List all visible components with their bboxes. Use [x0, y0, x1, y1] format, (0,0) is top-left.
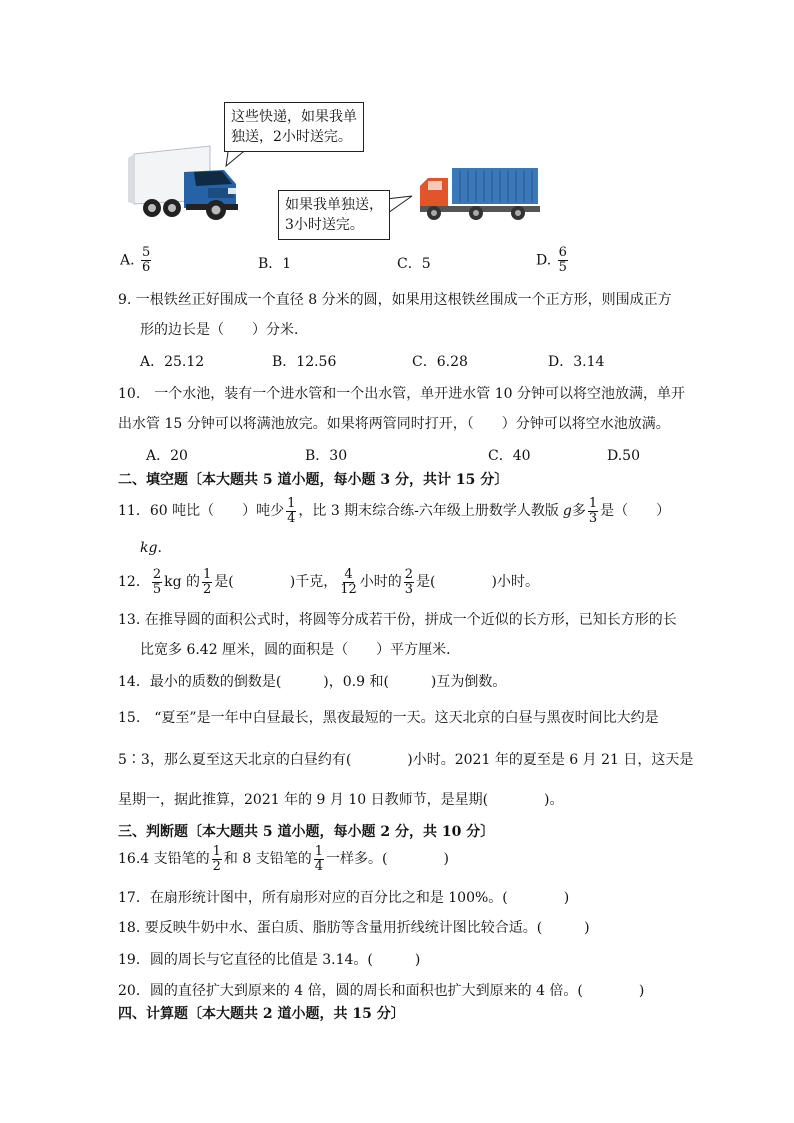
q8-option-a[interactable]: [120, 246, 153, 275]
q11-unit-g: g: [562, 503, 572, 519]
q16-text-c: 一样多。( ): [326, 851, 449, 867]
q17: 17．在扇形统计图中，所有扇形对应的百分比之和是 100%。( ): [118, 890, 570, 906]
q10-option-d[interactable]: D.50: [607, 448, 640, 464]
q11-text-2: ，比 3 期末综合练-六年级上册数学人教版: [298, 503, 559, 519]
bubble-left-line-1: 这些快递，如果我单: [231, 109, 357, 125]
q16-text-a: 16.4 支铅笔的: [118, 851, 210, 867]
q12: [118, 566, 539, 598]
q9-option-d[interactable]: D．3.14: [548, 354, 605, 370]
option-value: 5: [421, 256, 431, 272]
option-label: A.: [120, 252, 135, 269]
container-truck-illustration: [418, 166, 542, 222]
section-2-heading: 二、填空题〔本大题共 5 道小题，每小题 3 分，共计 15 分〕: [118, 472, 509, 488]
q12-text-a: kg 的: [164, 574, 201, 590]
q9-option-a[interactable]: A．25.12: [140, 354, 205, 370]
fraction: $\frac{1}{4}$: [287, 495, 296, 526]
q9-option-c[interactable]: C．6.28: [412, 354, 468, 370]
fraction: $\frac{1}{4}$: [314, 843, 323, 874]
fraction: $\frac{1}{3}$: [588, 495, 598, 526]
q10-line-1: 10. 一个水池，装有一个进水管和一个出水管，单开进水管 10 分钟可以将空池放满，单开: [118, 386, 685, 402]
bubble-right-line-2: 3小时送完。: [285, 217, 364, 233]
q16: [118, 844, 449, 874]
q12-text-c: 小时的: [359, 574, 402, 590]
q11-text-3: 多: [571, 503, 586, 519]
option-label: D.: [536, 252, 552, 269]
q11-unit-kg: kg: [140, 540, 158, 556]
section-3-heading: 三、判断题〔本大题共 5 道小题，每小题 2 分，共 10 分〕: [118, 824, 495, 840]
q15-line-1: 15. “夏至”是一年中白昼最长，黑夜最短的一天。这天北京的白昼与黑夜时间比大约是: [118, 710, 659, 726]
fraction: $\frac{2}{3}$: [404, 566, 414, 597]
q11: [118, 496, 670, 526]
q8-option-b[interactable]: [258, 254, 291, 274]
q15-line-2: 5∶3，那么夏至这天北京的白昼约有( )小时。2021 年的夏至是 6 月 21 日，这天是: [118, 752, 694, 768]
q12-text-d: 是( )小时。: [416, 574, 539, 590]
bubble-left-line-2: 独送，2小时送完。: [231, 129, 352, 145]
q10-line-2: 出水管 15 分钟可以将满池放完。如果将两管同时打开，（ ）分钟可以将空水池放满。: [118, 416, 670, 432]
bubble-right-line-1: 如果我单独送，: [285, 197, 383, 213]
q11-unit: [140, 538, 162, 558]
option-value: 1: [282, 256, 292, 272]
q11-unit-end: .: [157, 540, 162, 556]
q13-line-2: 比宽多 6.42 厘米，圆的面积是（ ）平方厘米．: [140, 642, 461, 658]
fraction: $\frac{2}{5}$: [152, 566, 162, 597]
q15-line-3: 星期一，据此推算，2021 年的 9 月 10 日教师节，是星期( )。: [118, 792, 564, 808]
q11-text-1: 11．60 吨比（ ）吨少: [118, 503, 285, 519]
speech-bubble-left: [224, 102, 364, 152]
q20: 20．圆的直径扩大到原来的 4 倍，圆的周长和面积也扩大到原来的 4 倍。( ): [118, 983, 645, 999]
speech-bubble-right: [278, 190, 390, 240]
q12-text-b: 是( )千克，: [214, 574, 338, 590]
q13-line-1: 13. 在推导圆的面积公式时，将圆等分成若干份，拼成一个近似的长方形，已知长方形的长: [118, 612, 677, 628]
q8-option-d[interactable]: [536, 246, 570, 275]
q12-number: 12．: [118, 574, 150, 590]
fraction: $\frac{5}{6}$: [142, 245, 151, 275]
fraction: $\frac{1}{2}$: [203, 566, 212, 597]
q10-option-b[interactable]: B．30: [305, 448, 348, 464]
q16-text-b: 和 8 支铅笔的: [223, 851, 312, 867]
fraction: $\frac{6}{5}$: [558, 245, 567, 275]
q19: 19．圆的周长与它直径的比值是 3.14。( ): [118, 952, 421, 968]
q9-line-1: 9. 一根铁丝正好围成一个直径 8 分米的圆，如果用这根铁丝围成一个正方形，则围成正方: [118, 292, 672, 308]
fraction: $\frac{1}{2}$: [212, 843, 221, 874]
q9-option-b[interactable]: B．12.56: [272, 354, 337, 370]
fraction: $\frac{4}{12}$: [340, 566, 357, 597]
q11-text-4: 是（ ）: [600, 503, 671, 519]
q9-line-2: 形的边长是（ ）分米．: [140, 322, 308, 338]
q18: 18. 要反映牛奶中水、蛋白质、脂肪等含量用折线统计图比较合适。( ): [118, 920, 590, 936]
option-label: B．: [258, 256, 283, 272]
q10-option-c[interactable]: C．40: [488, 448, 531, 464]
q14: 14．最小的质数的倒数是( )，0.9 和( )互为倒数。: [118, 674, 507, 690]
section-4-heading: 四、计算题〔本大题共 2 道小题，共 15 分〕: [118, 1006, 405, 1022]
q8-option-c[interactable]: [397, 254, 431, 274]
q10-option-a[interactable]: A．20: [146, 448, 188, 464]
option-label: C．: [397, 256, 422, 272]
